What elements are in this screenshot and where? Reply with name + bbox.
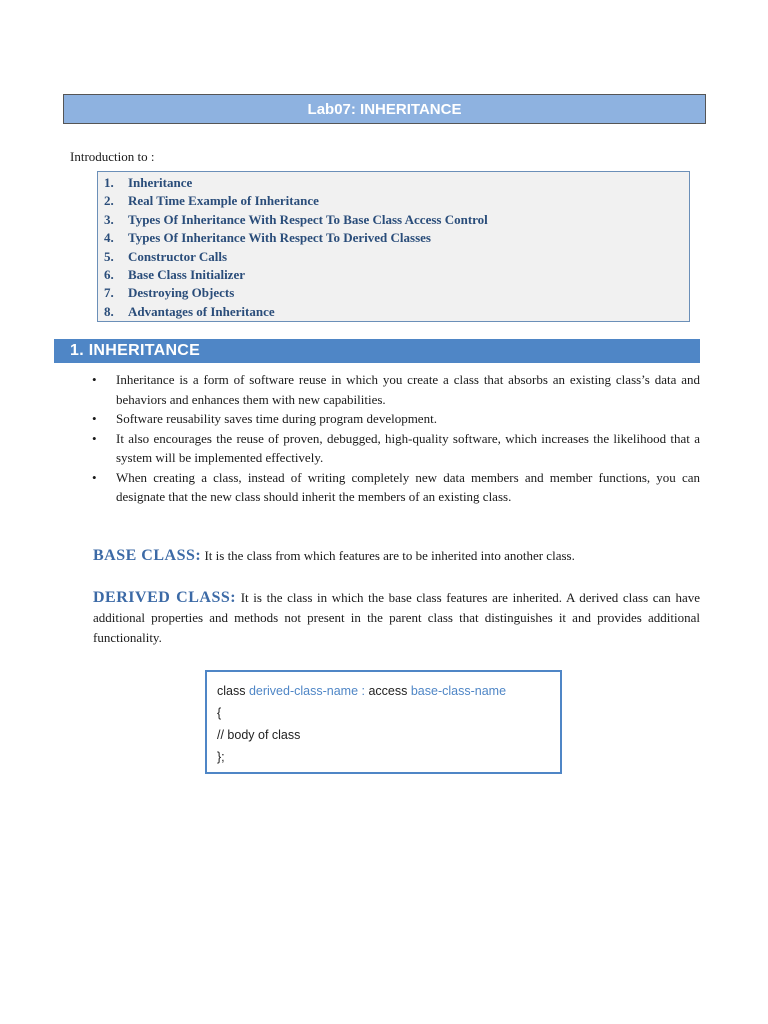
bullet-icon: • [92,372,97,387]
toc-number: 6. [104,266,114,282]
toc-item [104,192,689,210]
list-item [92,409,700,429]
bullet-icon: • [92,469,97,485]
toc-number: 8. [104,303,114,319]
derived-class-definition [93,588,700,648]
derived-class-text: It is the class in which the base class features are inherited. A derived class can have additional properties and methods not present in the parent class that distinguishes it and provides additional functionality. [93,590,700,645]
code-line-open-brace: { [217,706,222,720]
toc-number: 1. [104,175,114,190]
toc-label: Base Class Initializer [128,266,245,282]
toc-label: Constructor Calls [128,248,228,264]
code-keyword-access: access [368,684,411,698]
section-heading-inheritance: 1. INHERITANCE [54,339,700,363]
bullet-text: Software reusability saves time during program development. [116,411,437,426]
list-item [92,429,700,468]
bullet-text: It also encourages the reuse of proven, debugged, high-quality software, which increases the likelihood that a system will be implemented effectively. [116,430,700,465]
bullet-icon: • [92,411,97,426]
page-title: Lab07: INHERITANCE [63,94,706,124]
toc-item [104,266,689,284]
toc-number: 7. [104,285,114,301]
bullet-text: When creating a class, instead of writing completely new data members and member functions, you can designate that the new class should inherit the members of an existing class. [116,469,700,504]
toc-number: 2. [104,193,114,209]
toc-number: 4. [104,230,114,246]
base-class-definition [93,546,700,566]
toc-item [104,229,689,247]
base-class-term: BASE CLASS: [93,547,202,564]
code-line-declaration [217,680,550,702]
bullet-text: Inheritance is a form of software reuse in which you create a class that absorbs an existing class’s data and behaviors and enhances them with new capabilities. [116,372,700,407]
code-base-name: base-class-name [410,684,507,698]
toc-number: 3. [104,211,114,227]
toc-item [104,284,689,302]
code-line-comment: // body of class [217,728,301,742]
code-line-close: }; [217,750,225,764]
toc-label: Real Time Example of Inheritance [128,193,319,209]
code-keyword-class: class [217,684,249,698]
toc-label: Inheritance [128,175,193,190]
code-derived-name: derived-class-name : [248,684,369,698]
code-syntax-box [205,670,562,774]
toc-label: Types Of Inheritance With Respect To Derived Classes [128,230,431,246]
toc-label: Types Of Inheritance With Respect To Base Class Access Control [128,211,488,227]
toc-number: 5. [104,248,114,264]
bullet-list [92,370,700,507]
base-class-text: It is the class from which features are to be inherited into another class. [201,548,575,563]
table-of-contents [97,171,690,322]
toc-item [104,248,689,266]
toc-item [104,211,689,229]
toc-label: Destroying Objects [128,285,235,301]
list-item [92,370,700,409]
bullet-icon: • [92,430,97,446]
list-item [92,468,700,507]
derived-class-term: DERIVED CLASS: [93,589,237,606]
toc-item [104,174,689,192]
toc-label: Advantages of Inheritance [128,303,275,319]
toc-item [104,303,689,321]
intro-label: Introduction to : [70,149,155,164]
